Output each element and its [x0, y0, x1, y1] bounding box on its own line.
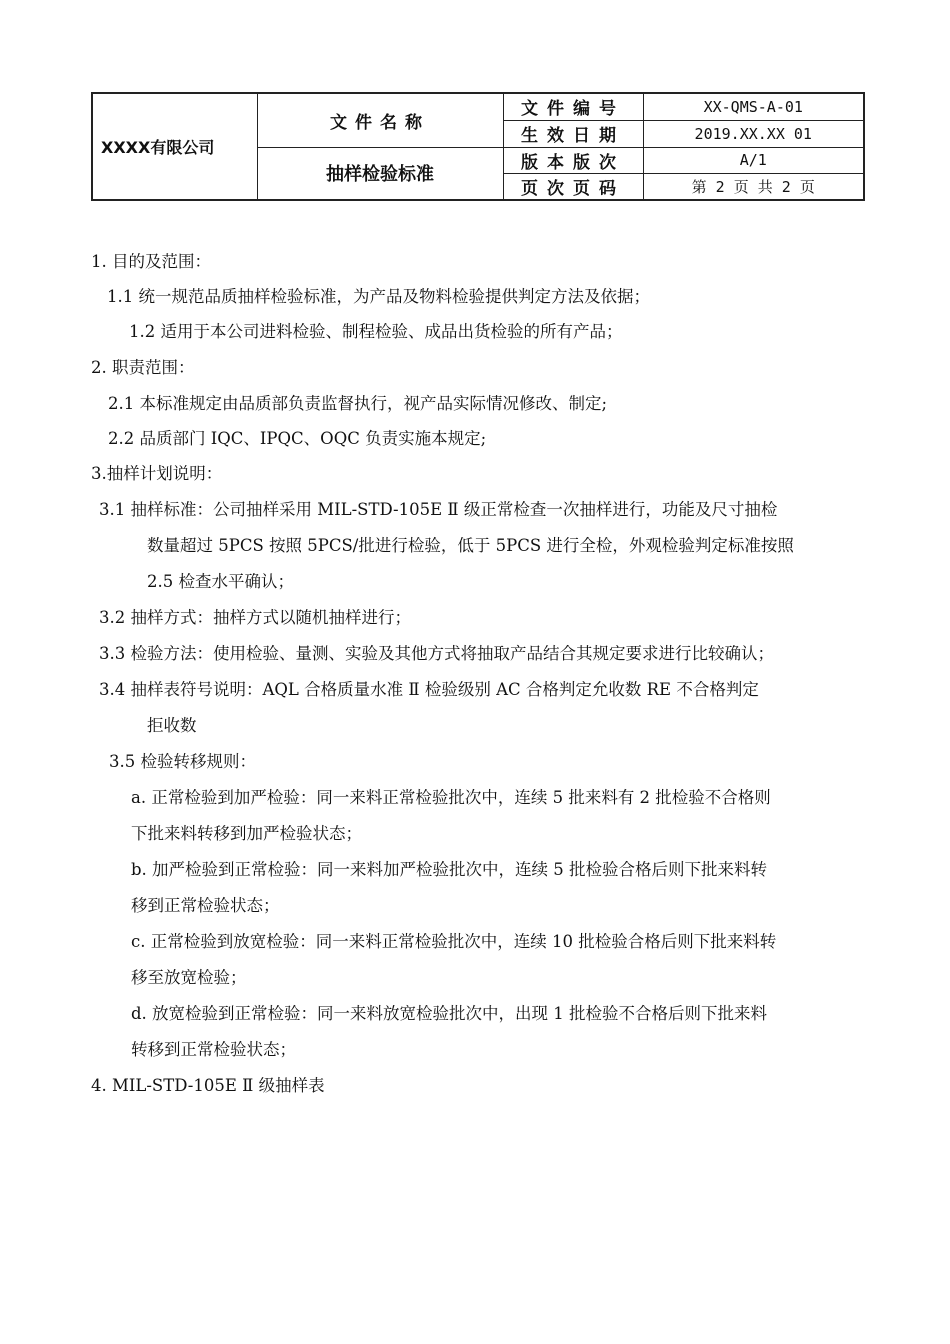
page-label: 页次页码	[503, 173, 643, 200]
doc-name-label: 文件名称	[257, 93, 503, 147]
version-label: 版本版次	[503, 147, 643, 173]
item-3-3: 3.3 检验方法：使用检验、量测、实验及其他方式将抽取产品结合其规定要求进行比较确认；	[99, 644, 774, 663]
doc-number-value: XX-QMS-A-01	[643, 93, 864, 120]
section-1-heading: 1. 目的及范围：	[91, 252, 211, 271]
doc-number-label: 文件编号	[503, 93, 643, 120]
item-3-5: 3.5 检验转移规则：	[109, 752, 256, 771]
item-3-1-line-1: 3.1 抽样标准：公司抽样采用 MIL-STD-105E Ⅱ 级正常检查一次抽样进行，功能及尺寸抽检	[99, 500, 778, 519]
item-3-4-line-1: 3.4 抽样表符号说明：AQL 合格质量水准 Ⅱ 检验级别 AC 合格判定允收数 RE 不合格判定	[99, 680, 759, 699]
section-3-heading: 3.抽样计划说明：	[91, 464, 223, 483]
rule-c-line-2: 移至放宽检验；	[131, 968, 247, 987]
item-1-2: 1.2 适用于本公司进料检验、制程检验、成品出货检验的所有产品；	[129, 322, 623, 341]
item-3-4-line-2: 拒收数	[147, 716, 197, 735]
item-1-1: 1.1 统一规范品质抽样检验标准，为产品及物料检验提供判定方法及依据；	[107, 287, 650, 306]
rule-d-line-1: d. 放宽检验到正常检验：同一来料放宽检验批次中，出现 1 批检验不合格后则下批来料	[131, 1004, 768, 1023]
section-4-heading: 4. MIL-STD-105E Ⅱ 级抽样表	[91, 1076, 325, 1095]
item-3-2: 3.2 抽样方式：抽样方式以随机抽样进行；	[99, 608, 411, 627]
rule-a-line-2: 下批来料转移到加严检验状态；	[131, 824, 362, 843]
item-3-1-line-2: 数量超过 5PCS 按照 5PCS/批进行检验，低于 5PCS 进行全检，外观检验判定标准按照	[147, 536, 794, 555]
rule-b-line-2: 移到正常检验状态；	[131, 896, 280, 915]
doc-title: 抽样检验标准	[257, 147, 503, 200]
rule-c-line-1: c. 正常检验到放宽检验：同一来料正常检验批次中，连续 10 批检验合格后则下批来料转	[131, 932, 777, 951]
version-value: A/1	[643, 147, 864, 173]
item-3-1-line-3: 2.5 检查水平确认；	[147, 572, 294, 591]
rule-a-line-1: a. 正常检验到加严检验：同一来料正常检验批次中，连续 5 批来料有 2 批检验不合格则	[131, 788, 771, 807]
section-2-heading: 2. 职责范围：	[91, 358, 195, 377]
rule-d-line-2: 转移到正常检验状态；	[131, 1040, 296, 1059]
effective-date-value: 2019.XX.XX 01	[643, 120, 864, 147]
document-header-table	[91, 92, 865, 201]
item-2-2: 2.2 品质部门 IQC、IPQC、OQC 负责实施本规定;	[108, 429, 487, 448]
page-value: 第 2 页 共 2 页	[643, 173, 864, 200]
company-name: XXXX有限公司	[92, 93, 257, 200]
effective-date-label: 生效日期	[503, 120, 643, 147]
item-2-1: 2.1 本标准规定由品质部负责监督执行，视产品实际情况修改、制定;	[108, 394, 608, 413]
rule-b-line-1: b. 加严检验到正常检验：同一来料加严检验批次中，连续 5 批检验合格后则下批来料转	[131, 860, 768, 879]
